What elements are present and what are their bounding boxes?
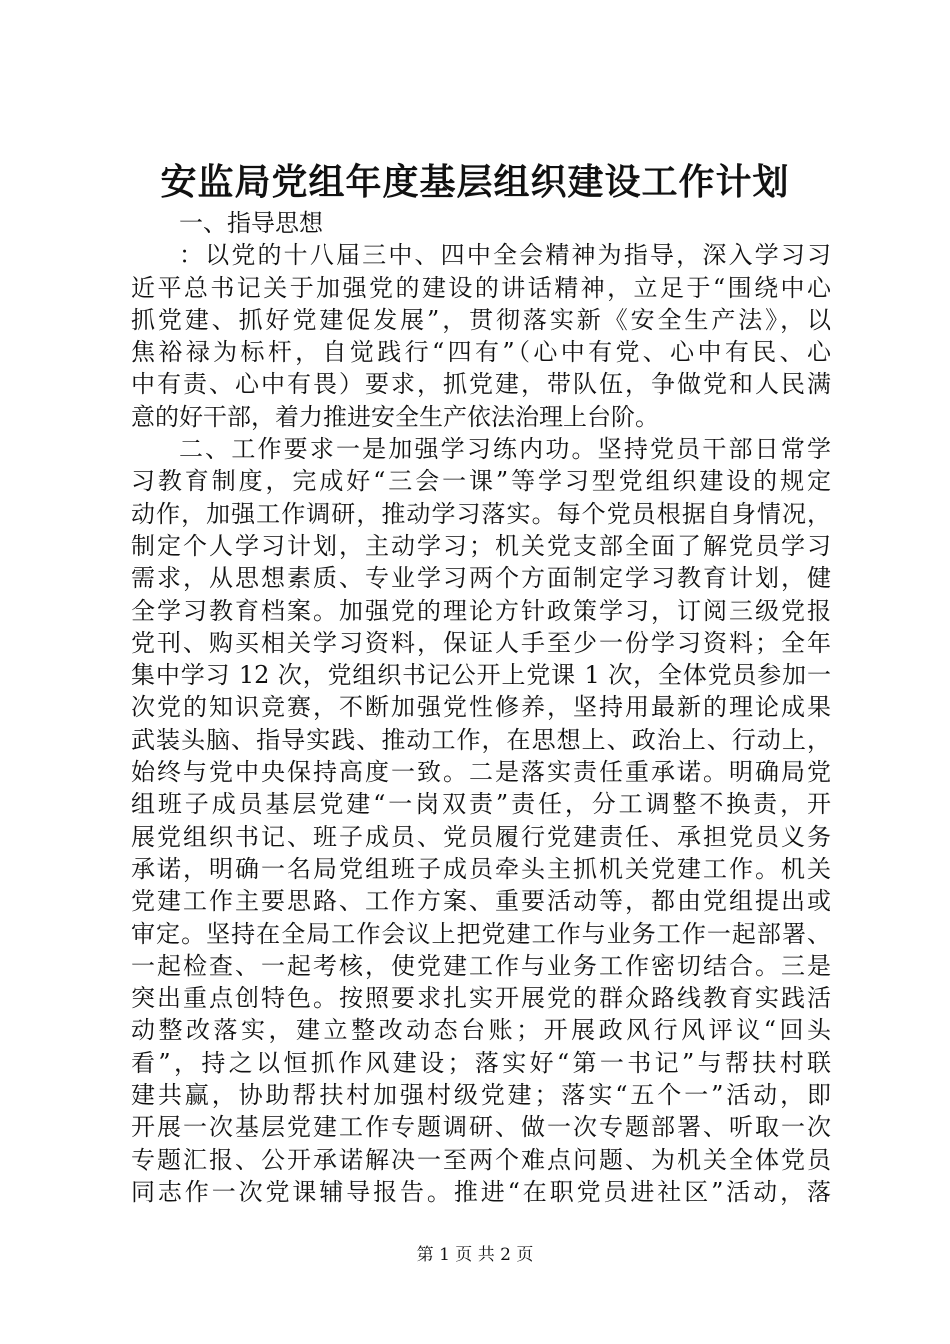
body-line: 集中学习 12 次，党组织书记公开上党课 1 次，全体党员参加一 xyxy=(131,661,831,690)
body-line: 制定个人学习计划，主动学习；机关党支部全面了解党员学习 xyxy=(131,531,831,560)
body-line: 动作，加强工作调研，推动学习落实。每个党员根据自身情况， xyxy=(131,499,831,528)
body-line: 中有责、心中有畏）要求，抓党建，带队伍，争做党和人民满 xyxy=(131,370,831,399)
body-line: 展党组织书记、班子成员、党员履行党建责任、承担党员义务 xyxy=(131,822,831,851)
body-line: 建共赢，协助帮扶村加强村级党建；落实“五个一”活动，即 xyxy=(131,1081,831,1110)
document-title: 安监局党组年度基层组织建设工作计划 xyxy=(160,161,790,203)
body-line: 看”，持之以恒抓作风建设；落实好“第一书记”与帮扶村联 xyxy=(131,1048,831,1077)
body-line: 需求，从思想素质、专业学习两个方面制定学习教育计划，健 xyxy=(131,564,831,593)
body-line: 专题汇报、公开承诺解决一至两个难点问题、为机关全体党员 xyxy=(131,1145,831,1174)
page-indicator: 第 1 页 共 2 页 xyxy=(416,1245,534,1265)
section-heading-guiding-ideology: 一、指导思想 xyxy=(179,209,323,237)
body-line: 动整改落实，建立整改动态台账；开展政风行风评议“回头 xyxy=(131,1016,831,1045)
body-line: ：以党的十八届三中、四中全会精神为指导，深入学习习 xyxy=(179,241,831,270)
body-line: 次党的知识竞赛，不断加强党性修养，坚持用最新的理论成果 xyxy=(131,693,831,722)
body-line: 习教育制度，完成好“三会一课”等学习型党组织建设的规定 xyxy=(131,467,831,496)
body-line: 承诺，明确一名局党组班子成员牵头主抓机关党建工作。机关 xyxy=(131,854,831,883)
body-line: 同志作一次党课辅导报告。推进“在职党员进社区”活动，落 xyxy=(131,1177,831,1206)
body-line: 全学习教育档案。加强党的理论方针政策学习，订阅三级党报 xyxy=(131,596,831,625)
body-line: 焦裕禄为标杆，自觉践行“四有”（心中有党、心中有民、心 xyxy=(131,338,831,367)
body-line: 审定。坚持在全局工作会议上把党建工作与业务工作一起部署、 xyxy=(131,919,831,948)
body-line: 武装头脑、指导实践、推动工作，在思想上、政治上、行动上， xyxy=(131,725,831,754)
section-heading-work-requirements: 二、工作要求一是加强学习练内功。坚持党员干部日常学 xyxy=(179,435,831,464)
body-line: 组班子成员基层党建“一岗双责”责任，分工调整不换责，开 xyxy=(131,790,831,819)
body-line: 一起检查、一起考核，使党建工作与业务工作密切结合。三是 xyxy=(131,951,831,980)
body-line: 党刊、购买相关学习资料，保证人手至少一份学习资料；全年 xyxy=(131,628,831,657)
body-line: 开展一次基层党建工作专题调研、做一次专题部署、听取一次 xyxy=(131,1113,831,1142)
body-line: 意的好干部，着力推进安全生产依法治理上台阶。 xyxy=(131,402,659,431)
body-line: 始终与党中央保持高度一致。二是落实责任重承诺。明确局党 xyxy=(131,758,831,787)
body-line: 突出重点创特色。按照要求扎实开展党的群众路线教育实践活 xyxy=(131,984,831,1013)
body-line: 党建工作主要思路、工作方案、重要活动等，都由党组提出或 xyxy=(131,887,831,916)
body-line: 近平总书记关于加强党的建设的讲话精神，立足于“围绕中心 xyxy=(131,273,831,302)
document-body xyxy=(131,207,831,1208)
body-line: 抓党建、抓好党建促发展”，贯彻落实新《安全生产法》，以 xyxy=(131,305,831,334)
